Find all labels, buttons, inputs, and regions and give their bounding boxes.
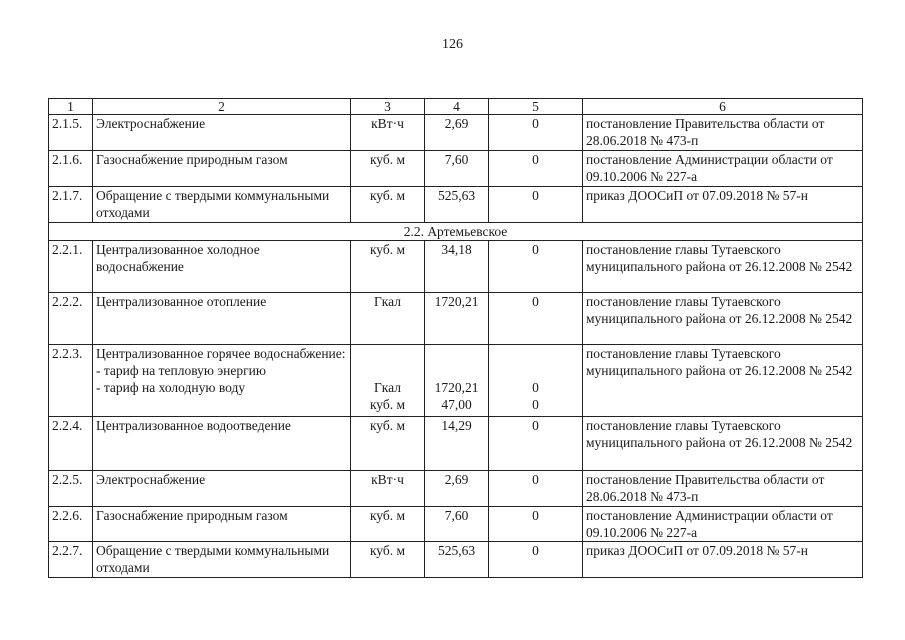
page-number: 126 [442,37,463,52]
table-row [49,187,863,223]
section-row [49,223,863,241]
tariff-value-line: 1720,21 [434,380,479,395]
unit: куб. м [351,417,425,471]
legal-document: постановление главы Тутаевского муниципального района от 26.12.2008 № 2542 [583,345,863,417]
tariff-value: 2,69 [425,471,489,507]
service-name: Электроснабжение [93,471,351,507]
header-row [49,99,863,115]
row-code: 2.2.1. [49,241,93,293]
col5-value: 0 [489,471,583,507]
tariff-value: 7,60 [425,151,489,187]
col5-value: 0 [489,115,583,151]
col5-value: 0 [489,151,583,187]
unit: куб. м [351,151,425,187]
row-code: 2.2.7. [49,542,93,578]
row-code: 2.2.2. [49,293,93,345]
col5-value: 0 [489,241,583,293]
header-cell: 1 [49,99,93,115]
table-row [49,241,863,293]
header-cell: 2 [93,99,351,115]
service-name: Обращение с твердыми коммунальными отходами [93,187,351,223]
service-name: Централизованное холодное водоснабжение [93,241,351,293]
row-code: 2.1.5. [49,115,93,151]
unit: куб. м [351,542,425,578]
tariff-table [48,98,863,578]
col5-value: 0 [489,293,583,345]
col5-value-line: 0 [532,397,539,412]
row-code: 2.2.4. [49,417,93,471]
table-row [49,345,863,417]
unit: Гкал [351,293,425,345]
row-code: 2.1.6. [49,151,93,187]
unit: кВт·ч [351,471,425,507]
tariff-value [425,345,489,417]
legal-document: постановление Правительства области от 28.06.2018 № 473-п [583,115,863,151]
col5-value [489,345,583,417]
header-cell: 5 [489,99,583,115]
legal-document: постановление Администрации области от 09.10.2006 № 227-а [583,507,863,542]
unit: куб. м [351,507,425,542]
header-cell: 6 [583,99,863,115]
tariff-value: 7,60 [425,507,489,542]
header-cell: 4 [425,99,489,115]
legal-document: постановление главы Тутаевского муниципального района от 26.12.2008 № 2542 [583,241,863,293]
col5-value: 0 [489,542,583,578]
table-row [49,293,863,345]
legal-document: приказ ДООСиП от 07.09.2018 № 57-н [583,187,863,223]
service-subline: - тариф на холодную воду [96,380,246,395]
table-row [49,115,863,151]
col5-value: 0 [489,417,583,471]
col5-value-line: 0 [532,380,539,395]
tariff-value: 525,63 [425,187,489,223]
table-row [49,151,863,187]
row-code: 2.2.3. [49,345,93,417]
service-name: Газоснабжение природным газом [93,507,351,542]
service-subline: - тариф на тепловую энергию [96,363,266,378]
service-name: Газоснабжение природным газом [93,151,351,187]
table-row [49,507,863,542]
service-name: Обращение с твердыми коммунальными отходами [93,542,351,578]
table-row [49,417,863,471]
service-name: Централизованное водоотведение [93,417,351,471]
row-code: 2.2.5. [49,471,93,507]
table-row [49,471,863,507]
col5-value: 0 [489,187,583,223]
table-row [49,542,863,578]
tariff-value: 14,29 [425,417,489,471]
legal-document: приказ ДООСиП от 07.09.2018 № 57-н [583,542,863,578]
unit-line: Гкал [373,380,401,395]
service-name: Электроснабжение [93,115,351,151]
unit: куб. м [351,187,425,223]
tariff-value: 525,63 [425,542,489,578]
service-name: Централизованное отопление [93,293,351,345]
legal-document: постановление главы Тутаевского муниципального района от 26.12.2008 № 2542 [583,293,863,345]
section-title: 2.2. Артемьевское [49,223,863,241]
legal-document: постановление Правительства области от 28.06.2018 № 473-п [583,471,863,507]
unit [351,345,425,417]
service-name [93,345,351,417]
unit: кВт·ч [351,115,425,151]
legal-document: постановление главы Тутаевского муниципального района от 26.12.2008 № 2542 [583,417,863,471]
service-name-main: Централизованное горячее водоснабжение: [96,346,346,361]
col5-value: 0 [489,507,583,542]
tariff-value: 2,69 [425,115,489,151]
tariff-value: 1720,21 [425,293,489,345]
tariff-value: 34,18 [425,241,489,293]
unit: куб. м [351,241,425,293]
row-code: 2.2.6. [49,507,93,542]
header-cell: 3 [351,99,425,115]
tariff-value-line: 47,00 [441,397,472,412]
unit-line: куб. м [369,397,406,412]
legal-document: постановление Администрации области от 09.10.2006 № 227-а [583,151,863,187]
row-code: 2.1.7. [49,187,93,223]
